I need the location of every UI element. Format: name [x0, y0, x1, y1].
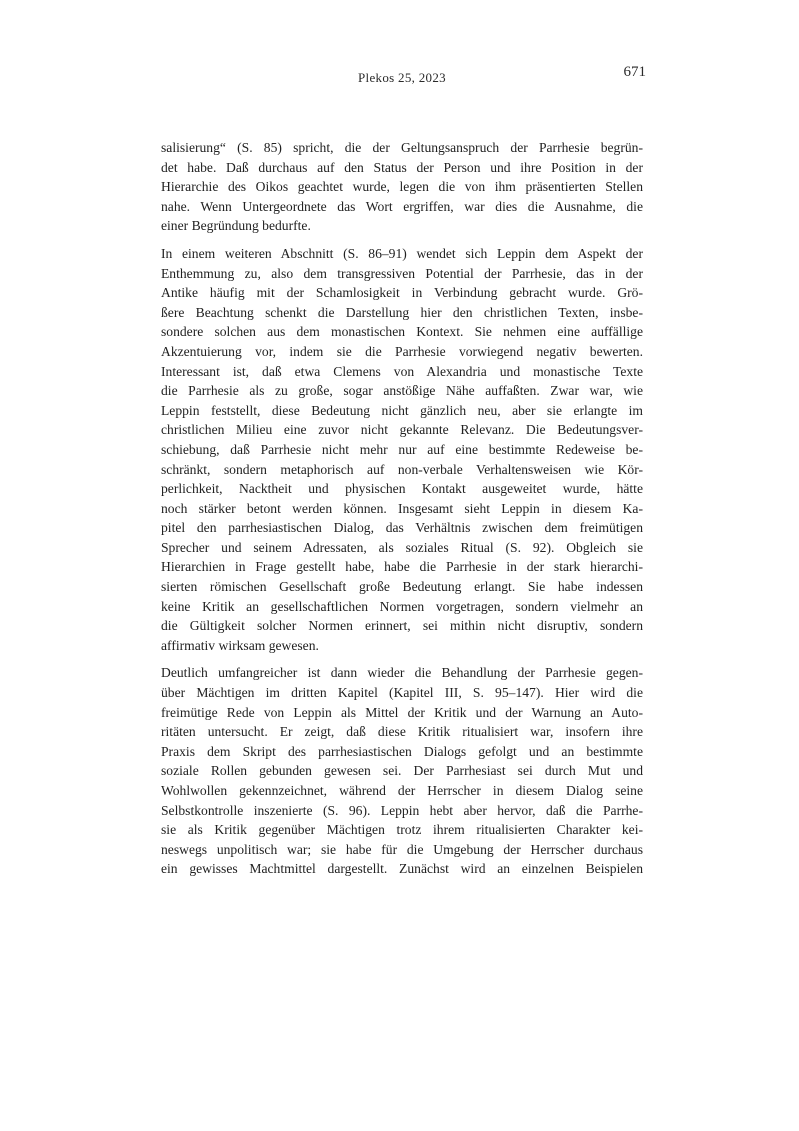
paragraph — [161, 663, 643, 879]
text-line: freimütige Rede von Leppin als Mittel der Kritik und der Warnung an Auto- — [161, 704, 643, 720]
text-line: soziale Rollen gebunden gewesen sei. Der Parrhesiast sei durch Mut und — [161, 763, 643, 779]
text-line: ßere Beachtung schenkt die Darstellung hier den christlichen Texten, insbe- — [161, 304, 643, 320]
text-line: neswegs unpolitisch war; sie habe für die Umgebung der Herrscher durchaus — [161, 841, 643, 857]
text-line: Leppin feststellt, diese Bedeutung nicht gänzlich neu, aber sie erlangte im — [161, 402, 643, 418]
text-line: salisierung“ (S. 85) spricht, die der Geltungsanspruch der Parrhesie begrün- — [161, 140, 643, 155]
text-line: sie als Kritik gegenüber Mächtigen trotz ihrem ritualisierten Charakter kei- — [161, 822, 643, 838]
text-line: det habe. Daß durchaus auf den Status der Person und ihre Position in der — [161, 159, 643, 175]
text-line: ritäten untersucht. Er zeigt, daß diese Kritik ritualisiert war, insofern ihre — [161, 724, 643, 740]
text-line: Antike häufig mit der Schamlosigkeit in Verbindung gebracht wurde. Grö- — [161, 285, 643, 301]
text-line: affirmativ wirksam gewesen. — [161, 637, 319, 653]
text-line: einer Begründung bedurfte. — [161, 218, 311, 234]
text-line: die Gültigkeit solcher Normen erinnert, sei mithin nicht disruptiv, sondern — [161, 618, 643, 634]
text-line: Selbstkontrolle inszenierte (S. 96). Leppin hebt aber hervor, daß die Parrhe- — [161, 802, 643, 818]
text-line: Interessant ist, daß etwa Clemens von Alexandria und monastische Texte — [161, 363, 643, 379]
text-line: christlichen Milieu eine zuvor nicht gekannte Relevanz. Die Bedeutungsver- — [161, 422, 643, 438]
text-line: schiebung, daß Parrhesie nicht mehr nur auf eine bestimmte Redeweise be- — [161, 441, 643, 457]
text-line: sondere solchen aus dem monastischen Kontext. Sie nehmen eine auffällige — [161, 324, 643, 340]
text-line: die Parrhesie als zu große, sogar anstößige Nähe auffaßten. Zwar war, wie — [161, 383, 643, 399]
text-line: Deutlich umfangreicher ist dann wieder die Behandlung der Parrhesie gegen- — [161, 665, 643, 681]
text-line: sierten römischen Gesellschaft große Bedeutung erlangt. Sie habe indessen — [161, 579, 643, 595]
text-line: Wohlwollen gekennzeichnet, während der Herrscher in diesem Dialog seine — [161, 783, 643, 798]
text-line: keine Kritik an gesellschaftlichen Normen vorgetragen, sondern vielmehr an — [161, 598, 643, 614]
text-line: pitel den parrhesiastischen Dialog, das Verhältnis zwischen dem freimütigen — [161, 520, 643, 536]
text-line: Akzentuierung vor, indem sie die Parrhesie vorwiegend negativ bewerten. — [161, 343, 643, 359]
text-line: In einem weiteren Abschnitt (S. 86–91) wendet sich Leppin dem Aspekt der — [161, 245, 643, 261]
text-line: über Mächtigen im dritten Kapitel (Kapitel III, S. 95–147). Hier wird die — [161, 685, 643, 701]
text-line: perlichkeit, Nacktheit und physischen Kontakt ausgeweitet wurde, hätte — [161, 481, 643, 497]
text-line: Praxis dem Skript des parrhesiastischen Dialogs gefolgt und an bestimmte — [161, 743, 643, 759]
paragraph — [161, 244, 643, 655]
text-line: Enthemmung zu, also dem transgressiven Potential der Parrhesie, das in der — [161, 265, 643, 281]
paragraph — [161, 138, 643, 236]
running-head: Plekos 25, 2023 — [358, 70, 446, 85]
text-line: Hierarchien in Frage gestellt habe, habe die Parrhesie in der stark hierarchi- — [161, 559, 643, 575]
page-number: 671 — [623, 64, 646, 80]
text-line: ein gewisses Machtmittel dargestellt. Zunächst wird an einzelnen Beispielen — [161, 861, 643, 877]
text-line: schränkt, sondern metaphorisch auf non-verbale Verhaltensweisen wie Kör- — [161, 461, 643, 477]
text-line: noch stärker betont werden können. Insgesamt sieht Leppin in diesem Ka- — [161, 500, 643, 516]
text-line: nahe. Wenn Untergeordnete das Wort ergriffen, war dies die Ausnahme, die — [161, 198, 643, 214]
text-line: Sprecher und seinem Adressaten, als soziales Ritual (S. 92). Obgleich sie — [161, 539, 643, 555]
body-text — [161, 138, 643, 887]
text-line: Hierarchie des Oikos geachtet wurde, legen die von ihm präsentierten Stellen — [161, 179, 643, 195]
